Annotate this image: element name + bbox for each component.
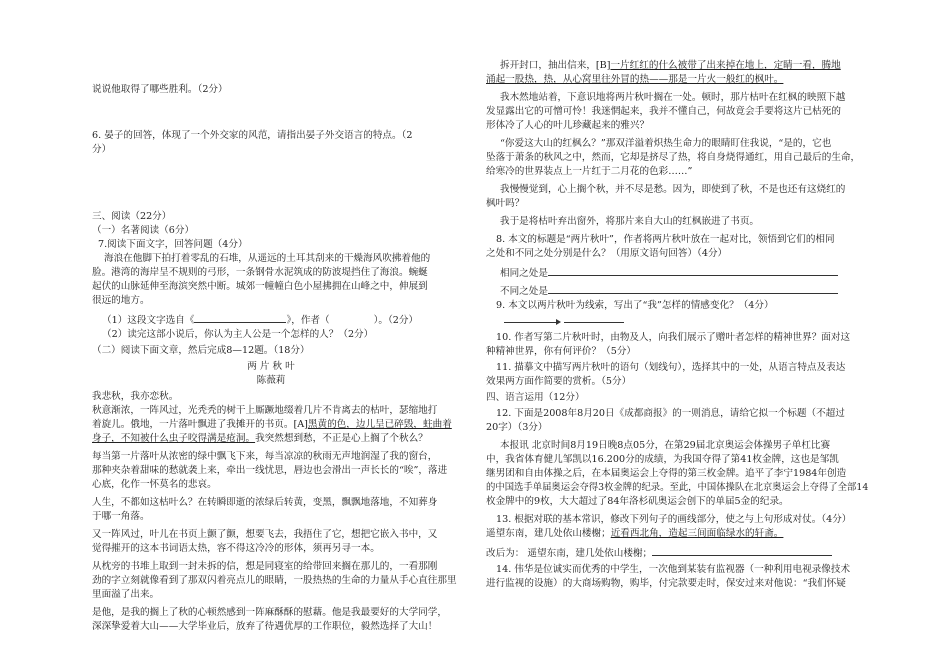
article-line: 给寒冷的世界装点上一片红于二月花的色彩……” (486, 166, 693, 177)
underlined-sentence-a: 黑黄的色，边儿呈已碎毁，蛀曲着 (307, 419, 452, 430)
article-line: 我木然地站着，下意识地将两片秋叶搁在一处。顿时，那片枯叶在红枫的映照下越 (500, 92, 846, 103)
news-line: 枚金牌中的9枚，大大超过了84年洛杉矶奥运会创下的单届5金的纪录。 (486, 496, 789, 507)
article-line: 心底，化作一怀莫名的悲哀。 (92, 479, 217, 490)
article-text: 我突然想到愁，不正是心上搁了个秋么？ (255, 433, 428, 444)
article-line (92, 418, 452, 432)
underlined-sentence-b: 一片红红的什么被带了出来掉在地上，定睛一看，腾地 (610, 60, 841, 71)
question-13: 13. 根据对联的基本常识，修改下列句子的画线部分，使之与上句形成对仗。（4分） (496, 514, 852, 525)
subsection-2-heading: （二）阅读下面文章，然后完成8—12题。（18分） (92, 345, 310, 356)
question-7-1 (102, 312, 418, 326)
article-text: 着旋儿。俄地，一片落叶飘进了我摊开的书页。[A] (92, 419, 308, 430)
question-11-cont: 效果两方面作简要的赏析。（5分） (486, 376, 632, 387)
article-line: 形体冷了人心的叶儿珍藏起来的雅兴？ (486, 120, 650, 131)
article-line: 又一阵风过，叶儿在书页上颤了颤，想要飞去，我捂住了它，想把它嵌入书中，又 (92, 529, 438, 540)
arrow-icon (556, 319, 561, 325)
answer-blank[interactable] (548, 265, 838, 276)
underlined-sentence-a-cont: 身子，不知被什么虫子咬得满是疮洞。 (92, 433, 256, 444)
article-line: 我悲秋，我亦恋秋。 (92, 391, 179, 402)
q7-1-prefix: （1）这段文字选自《 (102, 315, 195, 326)
article-line: 枫叶吗？ (486, 198, 525, 209)
article-line: 是他，是我的搁上了秋的心顿然感到一阵麻酥酥的慰藉。他是我最要好的大学同学， (92, 607, 447, 618)
article-line: “你爱这大山的红枫么？”那双洋溢着炽热生命力的眼睛盯住我说，“是的，它也 (500, 138, 832, 149)
question-9: 9. 本文以两片秋叶为线索，写出了“我”怎样的情感变化？（4分） (496, 300, 774, 311)
question-6-cont: 分） (92, 144, 112, 155)
answer-blank[interactable] (652, 545, 832, 556)
news-line: 的中国选手单届奥运会夺得3枚金牌的纪录。至此，中国体操队在北京奥运会上夺得了全部14 (486, 482, 869, 493)
subsection-1-heading: （一）名著阅读（6分） (92, 225, 195, 236)
article-line: 人生，不都如这枯叶么？在转瞬即逝的浓绿后转黄，变黑，飘飘地落地，不知葬身 (92, 497, 438, 508)
article-line (500, 59, 841, 73)
passage-line: 很远的地方。 (92, 295, 150, 306)
answer-label: 不同之处是 (500, 286, 548, 297)
article-line: 我慢慢觉到，心上搁个秋，并不尽是愁。因为，即使到了秋，不是也还有这烧红的 (500, 184, 846, 195)
question-7-2: （2）读完这部小说后，你认为主人公是一个怎样的人？（2分） (102, 329, 374, 340)
q7-1-suffix: ）。（2分） (373, 315, 419, 326)
news-line: 中，我省体育健儿邹凯以16.200分的成绩，为我国夺得了第41枚金牌，这也是邹凯 (486, 454, 839, 465)
answer-blank[interactable] (564, 322, 624, 323)
underlined-sentence-b-cont: 涌起一股热，热，从心窝里往外冒的热——那是一片火一般红的枫叶。 (486, 74, 784, 85)
article-line (92, 432, 428, 446)
question-7: 7.阅读下面文字，回答问题（4分） (98, 239, 248, 250)
article-line: 我于是将枯叶弃出窗外，将那片来自大山的红枫嵌进了书页。 (500, 216, 760, 227)
question-14: 14. 伟华是位诚实而优秀的中学生，一次他到某装有监视器（一种利用电视录像技术 (496, 564, 851, 575)
article-line: 深深挚爱着大山——大学毕业后，放弃了待遇优厚的工作职位，毅然选择了大山！ (92, 621, 438, 632)
question-12-cont: 20字）（3分） (486, 422, 548, 433)
article-line: 秋意渐浓，一阵风过，光秃秃的树干上厮蹶地缀着几片不肯离去的枯叶，瑟缩地打 (92, 405, 438, 416)
article-line: 每当第一片落叶从浓密的绿中飘飞下来，每当凉凉的秋雨无声地润湿了我的窗台， (92, 451, 438, 462)
answer-blank[interactable] (194, 312, 286, 323)
question-8: 8. 本文的标题是“两片秋叶”，作者将两片秋叶放在一起对比，领悟到它们的相同 (496, 234, 835, 245)
question-10: 10. 作者写第二片秋叶时，由物及人，向我们展示了赠叶者怎样的精神世界？面对这 (496, 332, 851, 343)
q7-1-author: 》，作者（ (286, 315, 330, 326)
article-line: 发显露出它的可憎可怜！我迷惘起来，我并不懂自己，何故竟会手要将这片已枯死的 (486, 106, 841, 117)
question-6: 6. 晏子的回答，体现了一个外交家的风范，请指出晏子外交语言的特点。（2 (92, 130, 413, 141)
news-line: 继男团和自由体操之后，在本届奥运会上夺得的第三枚金牌。追平了李宁1984年创造 (486, 468, 847, 479)
article-line: 里面溢了出来。 (92, 589, 160, 600)
couplet-upper: 遥望东南，建几处依山楼榭； (486, 528, 611, 539)
article-line: 劲的字立刻就像看到了那双闪着亮点儿的眼睛，一股热热的生命的力量从手心直往那里 (92, 575, 457, 586)
article-author: 陈薇莉 (256, 375, 286, 386)
question-14-cont: 进行监视的设施）的大商场购物，购毕，付完款要走时，保安过来对他说：“我们怀疑 (486, 578, 846, 589)
question-8-cont: 之处和不同之处分别是什么？（用原文语句回答）（4分） (486, 248, 728, 259)
question-12: 12. 下面是2008年8月20日《成都商报》的一则消息，请给它拟一个标题（不超过 (496, 408, 845, 419)
passage-line: 脸。港湾的海岸呈不规则的弓形，一条钢骨水泥筑成的防波堤挡住了海浪。蜿蜒 (92, 267, 428, 278)
answer-blank[interactable] (548, 283, 838, 294)
question-5-tail: 说说他取得了哪些胜利。（2分） (92, 84, 228, 95)
question-11: 11. 描摹文中描写两片秋叶的语句（划线句），选择其中的一处，从语言特点及表达 (496, 362, 846, 373)
answer-blank[interactable] (504, 322, 556, 323)
article-line: 觉得摧开的这本书词语太热，容不得这冷冷的形体，须再另寻一本。 (92, 543, 380, 554)
couplet-line (486, 527, 783, 541)
answer-label: 相同之处是 (500, 268, 548, 279)
news-line: 本报讯 北京时间8月19日晚8点05分，在第29届北京奥运会体操男子单杠比赛 (500, 440, 831, 451)
couplet-revision (486, 545, 832, 559)
answer-line-different (500, 283, 838, 297)
question-10-cont: 种精神世界，你有何评价？（5分） (486, 346, 637, 357)
answer-line-same (500, 265, 838, 279)
section-3-heading: 三、阅读（22分） (92, 211, 172, 222)
revision-label: 改后为： 遥望东南，建几处依山楼榭； (486, 548, 653, 559)
couplet-underlined: 近看西北角，造起三间面临绿水的轩斋。 (610, 528, 784, 539)
article-text: 拆开封口，抽出信来，[B] (500, 60, 611, 71)
article-line: 从枕旁的书堆上取到一封未拆的信，想是同寝室的给带回来搁在那儿的，一看那刚 (92, 561, 438, 572)
section-4-heading: 四、语言运用（12分） (486, 392, 585, 403)
passage-line: 海浪在他脚下拍打着零乱的石堆，从遥远的土耳其刮来的干燥海风吹拂着他的 (104, 253, 431, 264)
article-line: 坠落于萧条的秋风之中，然而，它却是挤尽了热，将自身烧得通红，用自己最后的生命， (486, 152, 861, 163)
article-line: 那种夹杂着甜味的愁就袭上来，牵出一线忧思，唇边也会滑出一声长长的“唉”，落进 (92, 465, 448, 476)
article-title: 两 片 秋 叶 (247, 361, 295, 372)
article-line: 于哪一角落。 (92, 511, 150, 522)
passage-line: 起伏的山脉延伸至海滨突然中断。城郊一幢幢白色小屋拂拥在山峰之中，伸展到 (92, 281, 428, 292)
